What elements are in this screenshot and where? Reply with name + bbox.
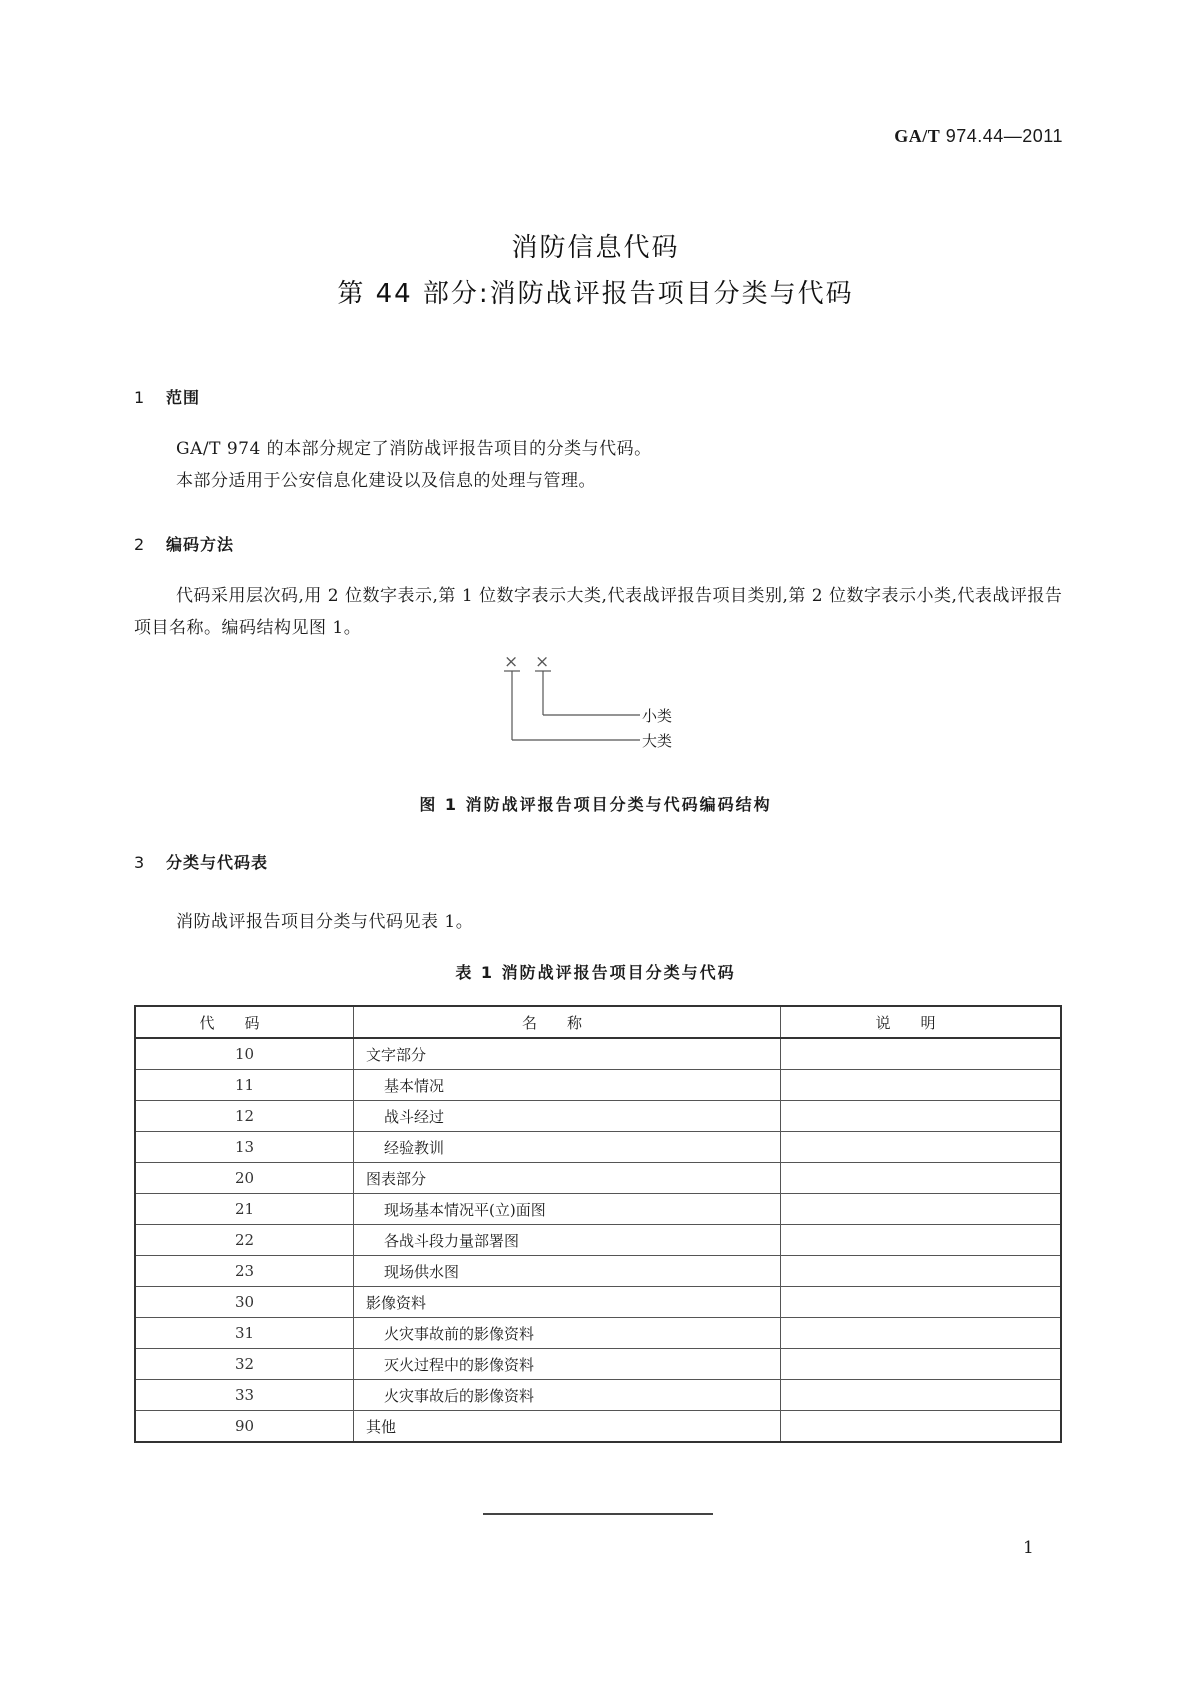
end-rule bbox=[483, 1513, 713, 1515]
cell-name: 经验教训 bbox=[354, 1132, 781, 1163]
scope-paragraph-2: 本部分适用于公安信息化建设以及信息的处理与管理。 bbox=[176, 471, 596, 491]
cell-name: 图表部分 bbox=[354, 1163, 781, 1194]
cell-name: 战斗经过 bbox=[354, 1101, 781, 1132]
classification-code-table bbox=[134, 1005, 1062, 1443]
minor-digit-placeholder: × bbox=[535, 652, 550, 672]
section-title: 范围 bbox=[166, 388, 201, 407]
cell-code: 22 bbox=[135, 1225, 354, 1256]
cell-code: 33 bbox=[135, 1380, 354, 1411]
table-row bbox=[135, 1163, 1061, 1194]
cell-code: 30 bbox=[135, 1287, 354, 1318]
section-title: 编码方法 bbox=[166, 535, 235, 554]
section-number: 1 bbox=[134, 388, 146, 407]
cell-note bbox=[781, 1194, 1062, 1225]
table-reference-paragraph: 消防战评报告项目分类与代码见表 1。 bbox=[176, 912, 474, 932]
cell-code: 13 bbox=[135, 1132, 354, 1163]
table-row bbox=[135, 1038, 1061, 1070]
code-structure-diagram bbox=[500, 652, 740, 758]
diagram-lines bbox=[500, 658, 740, 758]
cell-note bbox=[781, 1163, 1062, 1194]
cell-name: 其他 bbox=[354, 1411, 781, 1443]
major-category-label: 大类 bbox=[642, 732, 673, 750]
cell-name: 现场基本情况平(立)面图 bbox=[354, 1194, 781, 1225]
cell-code: 23 bbox=[135, 1256, 354, 1287]
cell-code: 90 bbox=[135, 1411, 354, 1443]
page-number: 1 bbox=[1023, 1538, 1034, 1558]
cell-name: 灭火过程中的影像资料 bbox=[354, 1349, 781, 1380]
cell-code: 20 bbox=[135, 1163, 354, 1194]
document-title: 消防信息代码 bbox=[511, 233, 680, 263]
header-code: 代码 bbox=[135, 1006, 354, 1038]
table-row bbox=[135, 1349, 1061, 1380]
cell-name: 基本情况 bbox=[354, 1070, 781, 1101]
header-name: 名称 bbox=[354, 1006, 781, 1038]
table-row bbox=[135, 1225, 1061, 1256]
major-digit-placeholder: × bbox=[504, 652, 519, 672]
section-heading-table bbox=[134, 850, 268, 873]
table-row bbox=[135, 1256, 1061, 1287]
table-row bbox=[135, 1194, 1061, 1225]
cell-code: 32 bbox=[135, 1349, 354, 1380]
cell-note bbox=[781, 1380, 1062, 1411]
minor-category-label: 小类 bbox=[642, 707, 673, 725]
header-note: 说明 bbox=[781, 1006, 1062, 1038]
cell-note bbox=[781, 1038, 1062, 1070]
cell-note bbox=[781, 1318, 1062, 1349]
section-heading-scope bbox=[134, 385, 200, 408]
document-subtitle: 第 44 部分:消防战评报告项目分类与代码 bbox=[337, 279, 854, 309]
standard-prefix: GA/T bbox=[894, 126, 941, 146]
table-row bbox=[135, 1380, 1061, 1411]
cell-code: 21 bbox=[135, 1194, 354, 1225]
table-row bbox=[135, 1411, 1061, 1443]
table-caption: 表 1 消防战评报告项目分类与代码 bbox=[455, 963, 736, 982]
figure-caption: 图 1 消防战评报告项目分类与代码编码结构 bbox=[419, 795, 772, 814]
section-heading-encoding bbox=[134, 532, 234, 555]
cell-note bbox=[781, 1411, 1062, 1443]
standard-number: 974.44—2011 bbox=[945, 126, 1063, 146]
table-row bbox=[135, 1101, 1061, 1132]
cell-note bbox=[781, 1132, 1062, 1163]
cell-name: 各战斗段力量部署图 bbox=[354, 1225, 781, 1256]
cell-note bbox=[781, 1101, 1062, 1132]
table-row bbox=[135, 1132, 1061, 1163]
cell-note bbox=[781, 1070, 1062, 1101]
cell-note bbox=[781, 1256, 1062, 1287]
section-number: 2 bbox=[134, 535, 146, 554]
cell-note bbox=[781, 1225, 1062, 1256]
table-row bbox=[135, 1070, 1061, 1101]
section-number: 3 bbox=[134, 853, 146, 872]
cell-code: 12 bbox=[135, 1101, 354, 1132]
cell-name: 现场供水图 bbox=[354, 1256, 781, 1287]
cell-note bbox=[781, 1287, 1062, 1318]
cell-code: 11 bbox=[135, 1070, 354, 1101]
table-header-row bbox=[135, 1006, 1061, 1038]
cell-code: 31 bbox=[135, 1318, 354, 1349]
encoding-paragraph: 代码采用层次码,用 2 位数字表示,第 1 位数字表示大类,代表战评报告项目类别,第 2 位数字表示小类,代表战评报告项目名称。编码结构见图 1。 bbox=[134, 586, 1063, 638]
cell-name: 火灾事故后的影像资料 bbox=[354, 1380, 781, 1411]
scope-paragraph-1: GA/T 974 的本部分规定了消防战评报告项目的分类与代码。 bbox=[176, 439, 652, 459]
cell-name: 文字部分 bbox=[354, 1038, 781, 1070]
section-title: 分类与代码表 bbox=[166, 853, 269, 872]
cell-note bbox=[781, 1349, 1062, 1380]
cell-code: 10 bbox=[135, 1038, 354, 1070]
cell-name: 火灾事故前的影像资料 bbox=[354, 1318, 781, 1349]
table-row bbox=[135, 1318, 1061, 1349]
standard-code bbox=[894, 126, 1063, 147]
cell-name: 影像资料 bbox=[354, 1287, 781, 1318]
table-row bbox=[135, 1287, 1061, 1318]
